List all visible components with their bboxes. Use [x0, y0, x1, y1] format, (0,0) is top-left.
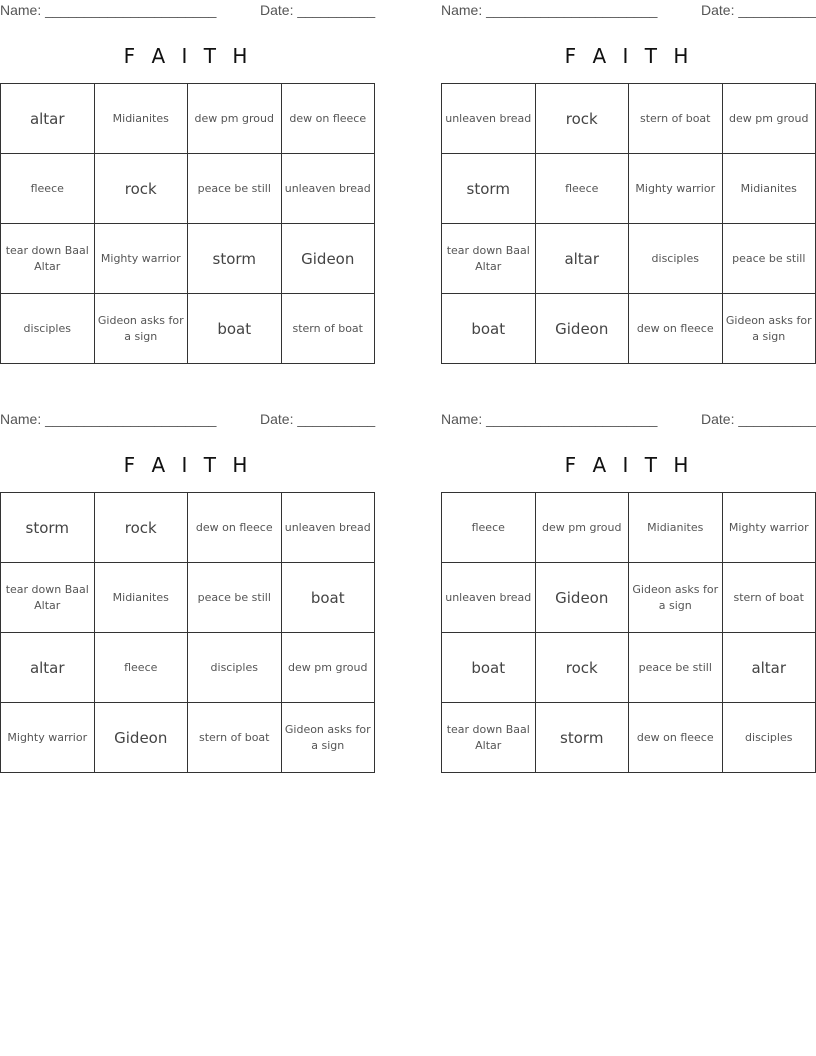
bingo-cell: Gideon asks for a sign: [723, 294, 816, 364]
name-field: Name: ______________________: [0, 411, 217, 427]
bingo-cell: Gideon: [95, 703, 189, 773]
bingo-cell: storm: [1, 493, 95, 563]
bingo-cell: dew on fleece: [629, 703, 723, 773]
bingo-cell: storm: [188, 224, 282, 294]
date-field: Date: __________: [260, 2, 376, 18]
bingo-cell: dew on fleece: [282, 84, 376, 154]
bingo-cell: Midianites: [629, 493, 723, 563]
bingo-cell: altar: [536, 224, 630, 294]
date-field: Date: __________: [701, 2, 816, 18]
bingo-cell: Gideon: [536, 563, 630, 633]
bingo-cell: rock: [536, 84, 630, 154]
bingo-card: [0, 0, 376, 366]
bingo-cell: unleaven bread: [442, 84, 536, 154]
bingo-cell: tear down Baal Altar: [442, 703, 536, 773]
name-field: Name: ______________________: [441, 411, 658, 427]
bingo-cell: disciples: [723, 703, 816, 773]
date-field: Date: __________: [701, 411, 816, 427]
bingo-cell: tear down Baal Altar: [442, 224, 536, 294]
bingo-cell: Mighty warrior: [629, 154, 723, 224]
bingo-cell: Gideon asks for a sign: [282, 703, 376, 773]
bingo-cell: fleece: [442, 493, 536, 563]
bingo-cell: rock: [95, 493, 189, 563]
bingo-cell: peace be still: [723, 224, 816, 294]
bingo-cell: dew pm groud: [282, 633, 376, 703]
bingo-grid: [0, 83, 375, 364]
bingo-cell: Mighty warrior: [723, 493, 816, 563]
bingo-cell: boat: [442, 294, 536, 364]
bingo-card: [0, 409, 376, 775]
bingo-cell: peace be still: [629, 633, 723, 703]
bingo-cell: boat: [188, 294, 282, 364]
bingo-cell: Midianites: [95, 84, 189, 154]
card-title: F A I T H: [564, 453, 694, 477]
bingo-cell: unleaven bread: [282, 154, 376, 224]
bingo-cell: storm: [442, 154, 536, 224]
bingo-cell: fleece: [1, 154, 95, 224]
bingo-cell: dew pm groud: [536, 493, 630, 563]
card-title: F A I T H: [123, 453, 253, 477]
bingo-cell: disciples: [188, 633, 282, 703]
bingo-cell: altar: [723, 633, 816, 703]
bingo-cell: stern of boat: [629, 84, 723, 154]
bingo-card: [441, 409, 816, 775]
bingo-cell: Gideon: [536, 294, 630, 364]
bingo-cell: fleece: [95, 633, 189, 703]
bingo-cell: disciples: [629, 224, 723, 294]
bingo-cell: Mighty warrior: [95, 224, 189, 294]
bingo-cell: Gideon: [282, 224, 376, 294]
bingo-cell: Gideon asks for a sign: [95, 294, 189, 364]
bingo-cell: peace be still: [188, 563, 282, 633]
bingo-cell: peace be still: [188, 154, 282, 224]
bingo-cell: boat: [282, 563, 376, 633]
bingo-cell: Midianites: [95, 563, 189, 633]
bingo-cell: stern of boat: [282, 294, 376, 364]
bingo-cell: dew pm groud: [188, 84, 282, 154]
bingo-cell: fleece: [536, 154, 630, 224]
bingo-cell: storm: [536, 703, 630, 773]
name-field: Name: ______________________: [0, 2, 217, 18]
bingo-cell: Gideon asks for a sign: [629, 563, 723, 633]
bingo-cell: stern of boat: [723, 563, 816, 633]
name-field: Name: ______________________: [441, 2, 658, 18]
bingo-cell: dew on fleece: [188, 493, 282, 563]
bingo-cell: rock: [536, 633, 630, 703]
bingo-cell: Mighty warrior: [1, 703, 95, 773]
date-field: Date: __________: [260, 411, 376, 427]
bingo-cell: tear down Baal Altar: [1, 563, 95, 633]
bingo-cell: rock: [95, 154, 189, 224]
bingo-grid: [441, 83, 816, 364]
bingo-cell: altar: [1, 633, 95, 703]
bingo-cell: Midianites: [723, 154, 816, 224]
bingo-cell: tear down Baal Altar: [1, 224, 95, 294]
bingo-cell: disciples: [1, 294, 95, 364]
bingo-cell: unleaven bread: [442, 563, 536, 633]
card-title: F A I T H: [564, 44, 694, 68]
bingo-cell: dew on fleece: [629, 294, 723, 364]
bingo-cell: stern of boat: [188, 703, 282, 773]
bingo-grid: [0, 492, 375, 773]
bingo-cell: altar: [1, 84, 95, 154]
bingo-grid: [441, 492, 816, 773]
card-title: F A I T H: [123, 44, 253, 68]
bingo-card: [441, 0, 816, 366]
bingo-cell: dew pm groud: [723, 84, 816, 154]
bingo-cell: unleaven bread: [282, 493, 376, 563]
bingo-cell: boat: [442, 633, 536, 703]
